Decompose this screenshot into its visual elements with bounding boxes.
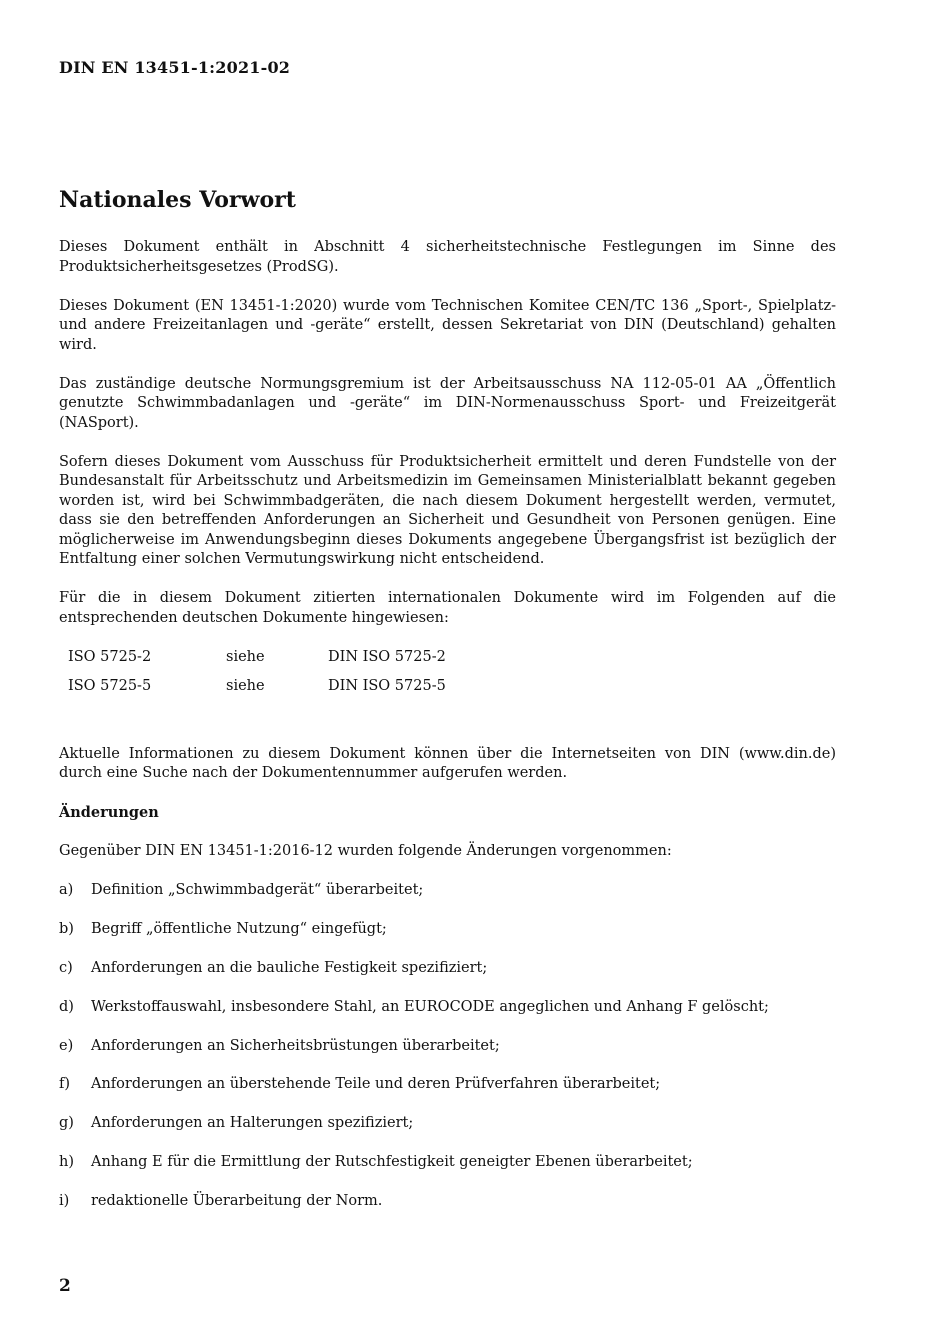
list-item-text: Anforderungen an Sicherheitsbrüstungen überarbeitet; [91, 1037, 500, 1054]
list-item-text: Anhang E für die Ermittlung der Rutschfestigkeit geneigter Ebenen überarbeitet; [91, 1154, 693, 1171]
body-content [59, 238, 836, 1231]
reference-relation: siehe [226, 648, 265, 665]
section-title: Nationales Vorwort [59, 187, 296, 213]
list-item-text: redaktionelle Überarbeitung der Norm. [91, 1193, 383, 1210]
changes-heading: Änderungen [59, 804, 159, 821]
reference-international: ISO 5725-2 [68, 648, 152, 665]
reference-international: ISO 5725-5 [68, 677, 152, 694]
paragraph-working-group: Das zuständige deutsche Normungsgremium ist der Arbeitsausschuss NA 112-05-01 AA „Öffentlich genutzte Schwimmbadanlagen und -geräte“ im DIN-Normenausschuss Sport- und Freizeitgerät (NASport). [59, 375, 836, 431]
list-item [59, 959, 836, 979]
list-item [59, 881, 836, 901]
list-item-letter: f) [59, 1076, 71, 1093]
list-item [59, 1075, 836, 1095]
list-item-text: Anforderungen an Halterungen spezifiziert; [91, 1115, 414, 1132]
list-item [59, 920, 836, 940]
reference-row [68, 648, 836, 677]
list-item-letter: a) [59, 882, 74, 898]
list-item [59, 1153, 836, 1173]
reference-table [59, 648, 836, 706]
paragraph-committee: Dieses Dokument (EN 13451-1:2020) wurde vom Technischen Komitee CEN/TC 136 „Sport-, Spielplatz- und andere Freizeitanlagen und -geräte“ erstellt, dessen Sekretariat von DIN (Deutschland) gehalten wird. [59, 297, 836, 353]
document-id-header: DIN EN 13451-1:2021-02 [59, 58, 291, 77]
list-item [59, 1037, 836, 1057]
list-item-letter: d) [59, 998, 74, 1015]
list-item-text: Begriff „öffentliche Nutzung“ eingefügt; [91, 920, 387, 937]
list-item [59, 1192, 836, 1212]
reference-row [68, 677, 836, 706]
list-item [59, 998, 836, 1018]
list-item-text: Definition „Schwimmbadgerät“ überarbeitet; [91, 882, 424, 898]
list-item-text: Anforderungen an überstehende Teile und deren Prüfverfahren überarbeitet; [91, 1076, 661, 1093]
paragraph-references-intro: Für die in diesem Dokument zitierten internationalen Dokumente wird im Folgenden auf die entsprechenden deutschen Dokumente hingewiesen: [59, 590, 836, 626]
reference-german: DIN ISO 5725-2 [328, 648, 446, 665]
list-item-letter: h) [59, 1154, 74, 1171]
paragraph-presumption: Sofern dieses Dokument vom Ausschuss für Produktsicherheit ermittelt und deren Fundstelle von der Bundesanstalt für Arbeitsschutz und Arbeitsmedizin im Gemeinsamen Ministerialblatt bekannt gegeben worden ist, wird bei Schwimmbadgeräten, die nach diesem Dokument hergestellt werden, vermutet, dass sie den betreffenden Anforderungen an Sicherheit und Gesundheit von Personen genügen. Eine möglicherweise im Anwendungsbeginn dieses Dokuments angegebene Übergangsfrist ist bezüglich der Entfaltung einer solchen Vermutungswirkung nicht entscheidend. [59, 453, 836, 567]
list-item-text: Anforderungen an die bauliche Festigkeit spezifiziert; [91, 959, 488, 976]
page-number: 2 [59, 1276, 71, 1296]
changes-list [59, 881, 836, 1212]
spacer [59, 714, 836, 745]
list-item-letter: b) [59, 920, 74, 937]
list-item-text: Werkstoffauswahl, insbesondere Stahl, an EUROCODE angeglichen und Anhang F gelöscht; [91, 998, 769, 1015]
list-item [59, 1114, 836, 1134]
list-item-letter: c) [59, 959, 73, 976]
list-item-letter: i) [59, 1193, 70, 1210]
reference-relation: siehe [226, 677, 265, 694]
changes-intro: Gegenüber DIN EN 13451-1:2016-12 wurden folgende Änderungen vorgenommen: [59, 843, 672, 859]
paragraph-prodsg: Dieses Dokument enthält in Abschnitt 4 sicherheitstechnische Festlegungen im Sinne des Produktsicherheitsgesetzes (ProdSG). [59, 239, 836, 275]
list-item-letter: g) [59, 1115, 74, 1132]
reference-german: DIN ISO 5725-5 [328, 677, 446, 694]
list-item-letter: e) [59, 1037, 74, 1054]
paragraph-info: Aktuelle Informationen zu diesem Dokument können über die Internetseiten von DIN (www.din.de) durch eine Suche nach der Dokumentennummer aufgerufen werden. [59, 745, 836, 781]
